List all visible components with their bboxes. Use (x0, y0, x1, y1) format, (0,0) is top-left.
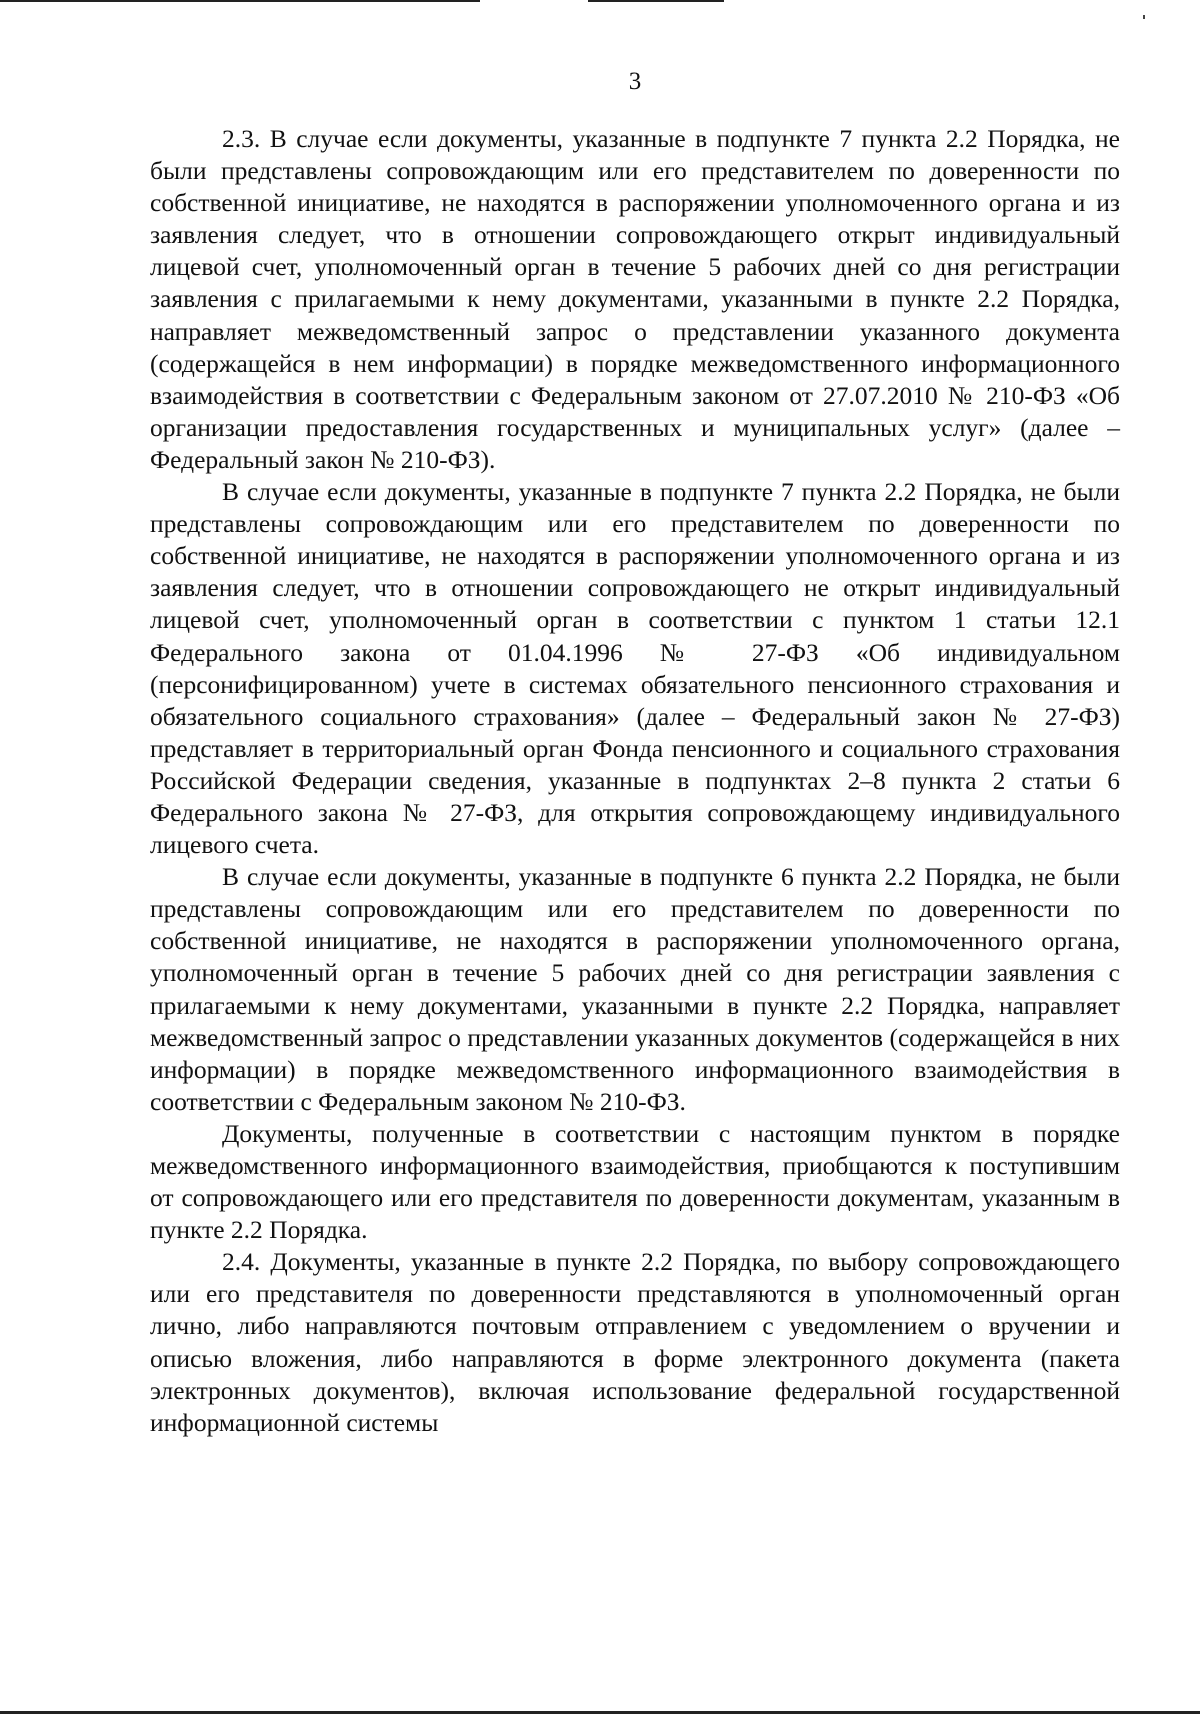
scan-speck (1143, 15, 1145, 19)
document-body (150, 123, 1120, 1439)
paragraph-2-4: 2.4. Документы, указанные в пункте 2.2 Порядка, по выбору сопровождающего или его представителя по доверенности представляются в уполномоченный орган лично, либо направляются почтовым отправлением с уведомлением о вручении и описью вложения, либо направляются в форме электронного документа (пакета электронных документов), включая использование федеральной государственной информационной системы (150, 1247, 1120, 1437)
paragraph-documents-attached: Документы, полученные в соответствии с настоящим пунктом в порядке межведомственного информационного взаимодействия, приобщаются к поступившим от сопровождающего или его представителя по доверенности документам, указанным в пункте 2.2 Порядка. (150, 1118, 1120, 1245)
paragraph-account-not-opened: В случае если документы, указанные в подпункте 7 пункта 2.2 Порядка, не были представлены сопровождающим или его представителем по доверенности по собственной инициативе, не находятся в распоряжении уполномоченного органа и из заявления следует, что в отношении сопровождающего не открыт индивидуальный лицевой счет, уполномоченный орган в соответствии с пунктом 1 статьи 12.1 Федерального закона от 01.04.1996 № 27-ФЗ «Об индивидуальном (персонифицированном) учете в системах обязательного пенсионного страхования и обязательного социального страхования» (далее – Федеральный закон № 27-ФЗ) представляет в территориальный орган Фонда пенсионного и социального страхования Российской Федерации сведения, указанные в подпунктах 2–8 пункта 2 статьи 6 Федерального закона № 27-ФЗ, для открытия сопровождающему индивидуального лицевого счета. (150, 477, 1120, 860)
scan-edge-line (0, 0, 480, 2)
scan-edge-line (588, 0, 724, 2)
paragraph-subpoint-6: В случае если документы, указанные в подпункте 6 пункта 2.2 Порядка, не были представлены сопровождающим или его представителем по доверенности по собственной инициативе, не находятся в распоряжении уполномоченного органа, уполномоченный орган в течение 5 рабочих дней со дня регистрации заявления с прилагаемыми к нему документами, указанными в пункте 2.2 Порядка, направляет межведомственный запрос о представлении указанных документов (содержащейся в них информации) в порядке межведомственного информационного взаимодействия в соответствии с Федеральным законом № 210-ФЗ. (150, 862, 1120, 1116)
page-number: 3 (628, 68, 642, 95)
paragraph-2-3: 2.3. В случае если документы, указанные в подпункте 7 пункта 2.2 Порядка, не были представлены сопровождающим или его представителем по доверенности по собственной инициативе, не находятся в распоряжении уполномоченного органа и из заявления следует, что в отношении сопровождающего открыт индивидуальный лицевой счет, уполномоченный орган в течение 5 рабочих дней со дня регистрации заявления с прилагаемыми к нему документами, указанными в пункте 2.2 Порядка, направляет межведомственный запрос о представлении указанного документа (содержащейся в нем информации) в порядке межведомственного информационного взаимодействия в соответствии с Федеральным законом от 27.07.2010 № 210-ФЗ «Об организации предоставления государственных и муниципальных услуг» (далее – Федеральный закон № 210-ФЗ). (150, 124, 1120, 474)
